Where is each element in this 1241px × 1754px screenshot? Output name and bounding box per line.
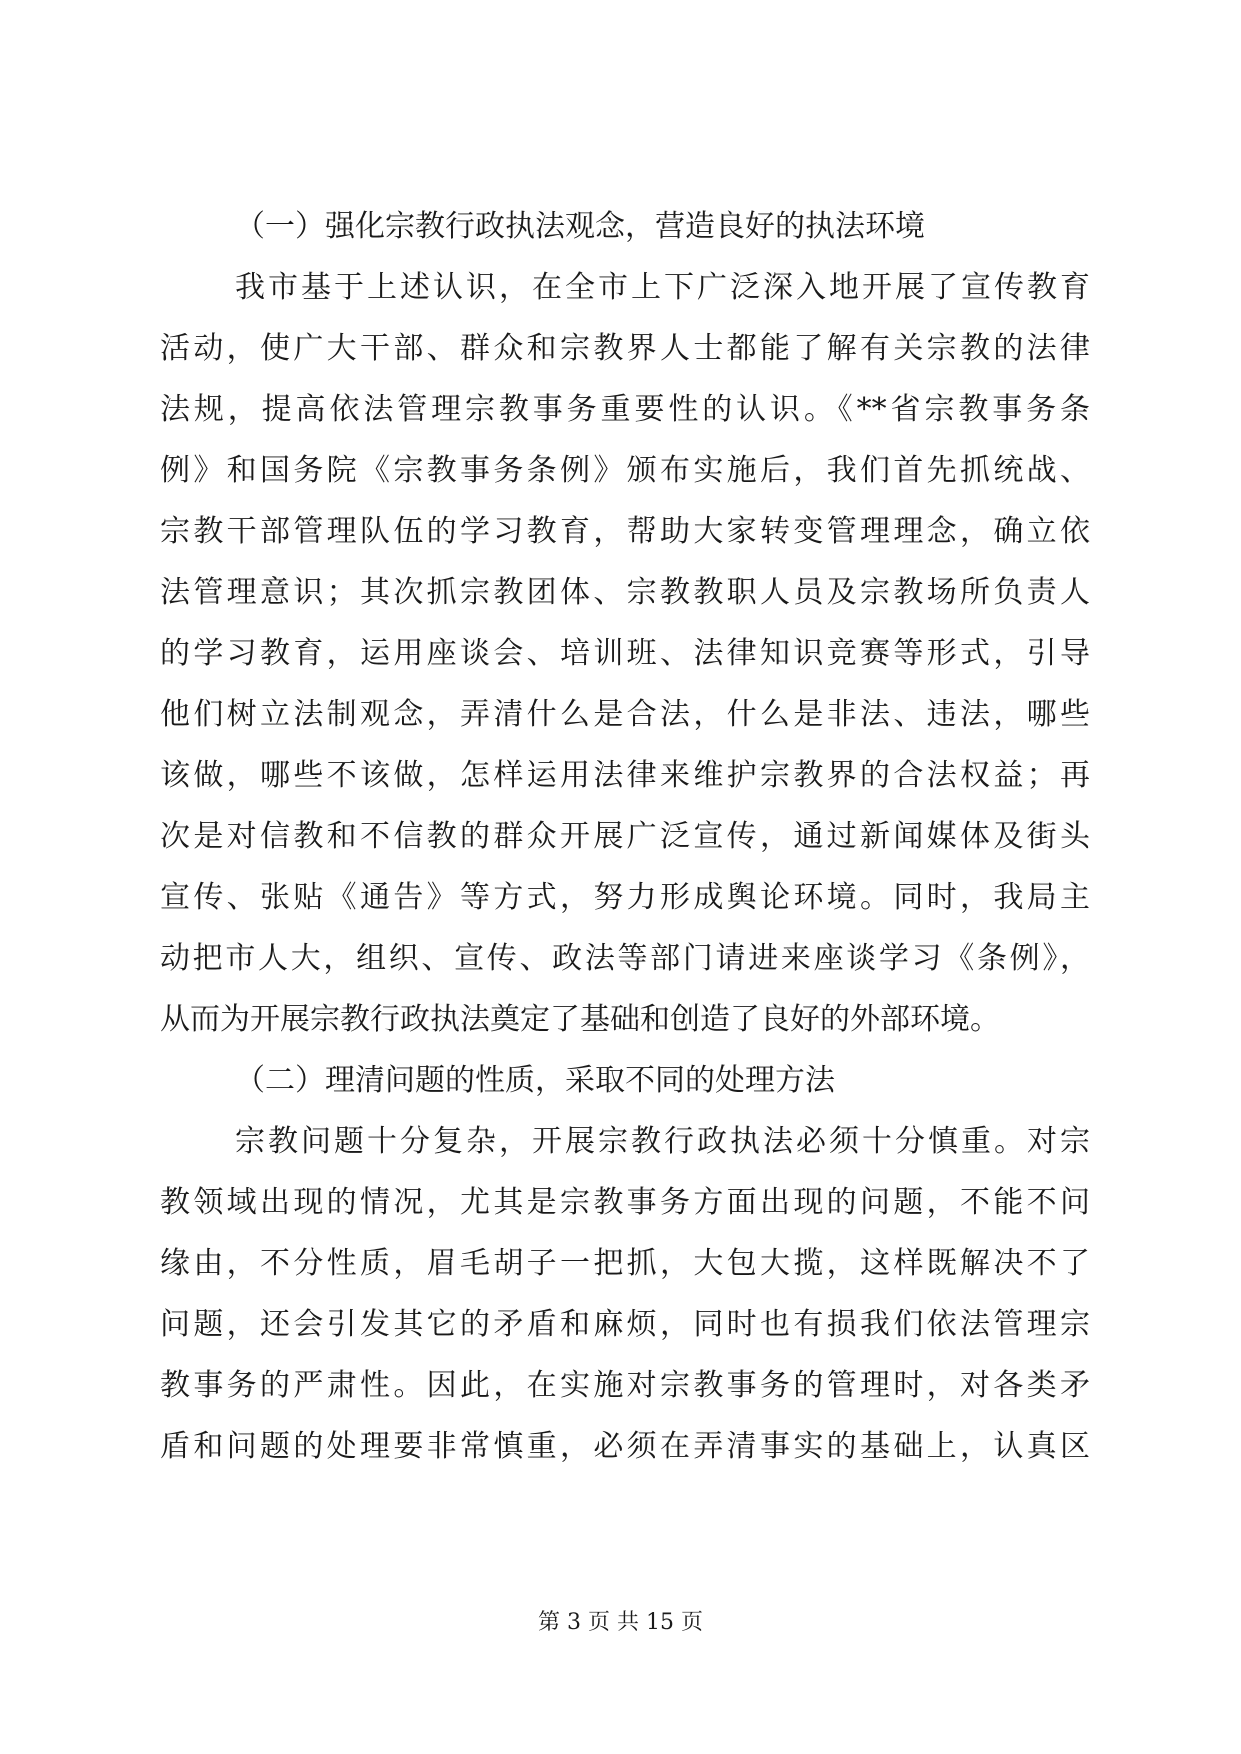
paragraph-line: 宗教问题十分复杂，开展宗教行政执法必须十分慎重。对宗 (235, 1124, 1090, 1159)
paragraph-line: 法规，提高依法管理宗教事务重要性的认识。《**省宗教事务条 (160, 392, 1090, 427)
paragraph-line: 缘由，不分性质，眉毛胡子一把抓，大包大揽，这样既解决不了 (160, 1246, 1090, 1281)
paragraph-line: 从而为开展宗教行政执法奠定了基础和创造了良好的外部环境。 (160, 1002, 1000, 1037)
section-heading: （一）强化宗教行政执法观念，营造良好的执法环境 (235, 209, 925, 244)
paragraph-line: 动把市人大，组织、宣传、政法等部门请进来座谈学习《条例》， (160, 941, 1090, 976)
paragraph-line: 盾和问题的处理要非常慎重，必须在弄清事实的基础上，认真区 (160, 1429, 1090, 1464)
paragraph-line: 教领域出现的情况，尤其是宗教事务方面出现的问题，不能不问 (160, 1185, 1090, 1220)
paragraph-line: 的学习教育，运用座谈会、培训班、法律知识竞赛等形式，引导 (160, 636, 1090, 671)
paragraph-line: 活动，使广大干部、群众和宗教界人士都能了解有关宗教的法律 (160, 331, 1090, 366)
section-heading: （二）理清问题的性质，采取不同的处理方法 (235, 1063, 835, 1098)
paragraph-line: 问题，还会引发其它的矛盾和麻烦，同时也有损我们依法管理宗 (160, 1307, 1090, 1342)
paragraph-line: 教事务的严肃性。因此，在实施对宗教事务的管理时，对各类矛 (160, 1368, 1090, 1403)
paragraph-line: 我市基于上述认识，在全市上下广泛深入地开展了宣传教育 (235, 270, 1090, 305)
paragraph-line: 次是对信教和不信教的群众开展广泛宣传，通过新闻媒体及街头 (160, 819, 1090, 854)
body-text (160, 196, 1090, 1477)
paragraph-line: 该做，哪些不该做，怎样运用法律来维护宗教界的合法权益；再 (160, 758, 1090, 793)
paragraph-line: 例》和国务院《宗教事务条例》颁布实施后，我们首先抓统战、 (160, 453, 1090, 488)
paragraph-line: 法管理意识；其次抓宗教团体、宗教教职人员及宗教场所负责人 (160, 575, 1090, 610)
paragraph-line: 宣传、张贴《通告》等方式，努力形成舆论环境。同时，我局主 (160, 880, 1090, 915)
paragraph-line: 他们树立法制观念，弄清什么是合法，什么是非法、违法，哪些 (160, 697, 1090, 732)
paragraph-line: 宗教干部管理队伍的学习教育，帮助大家转变管理理念，确立依 (160, 514, 1090, 549)
page-footer: 第 3 页 共 15 页 (538, 1610, 703, 1635)
